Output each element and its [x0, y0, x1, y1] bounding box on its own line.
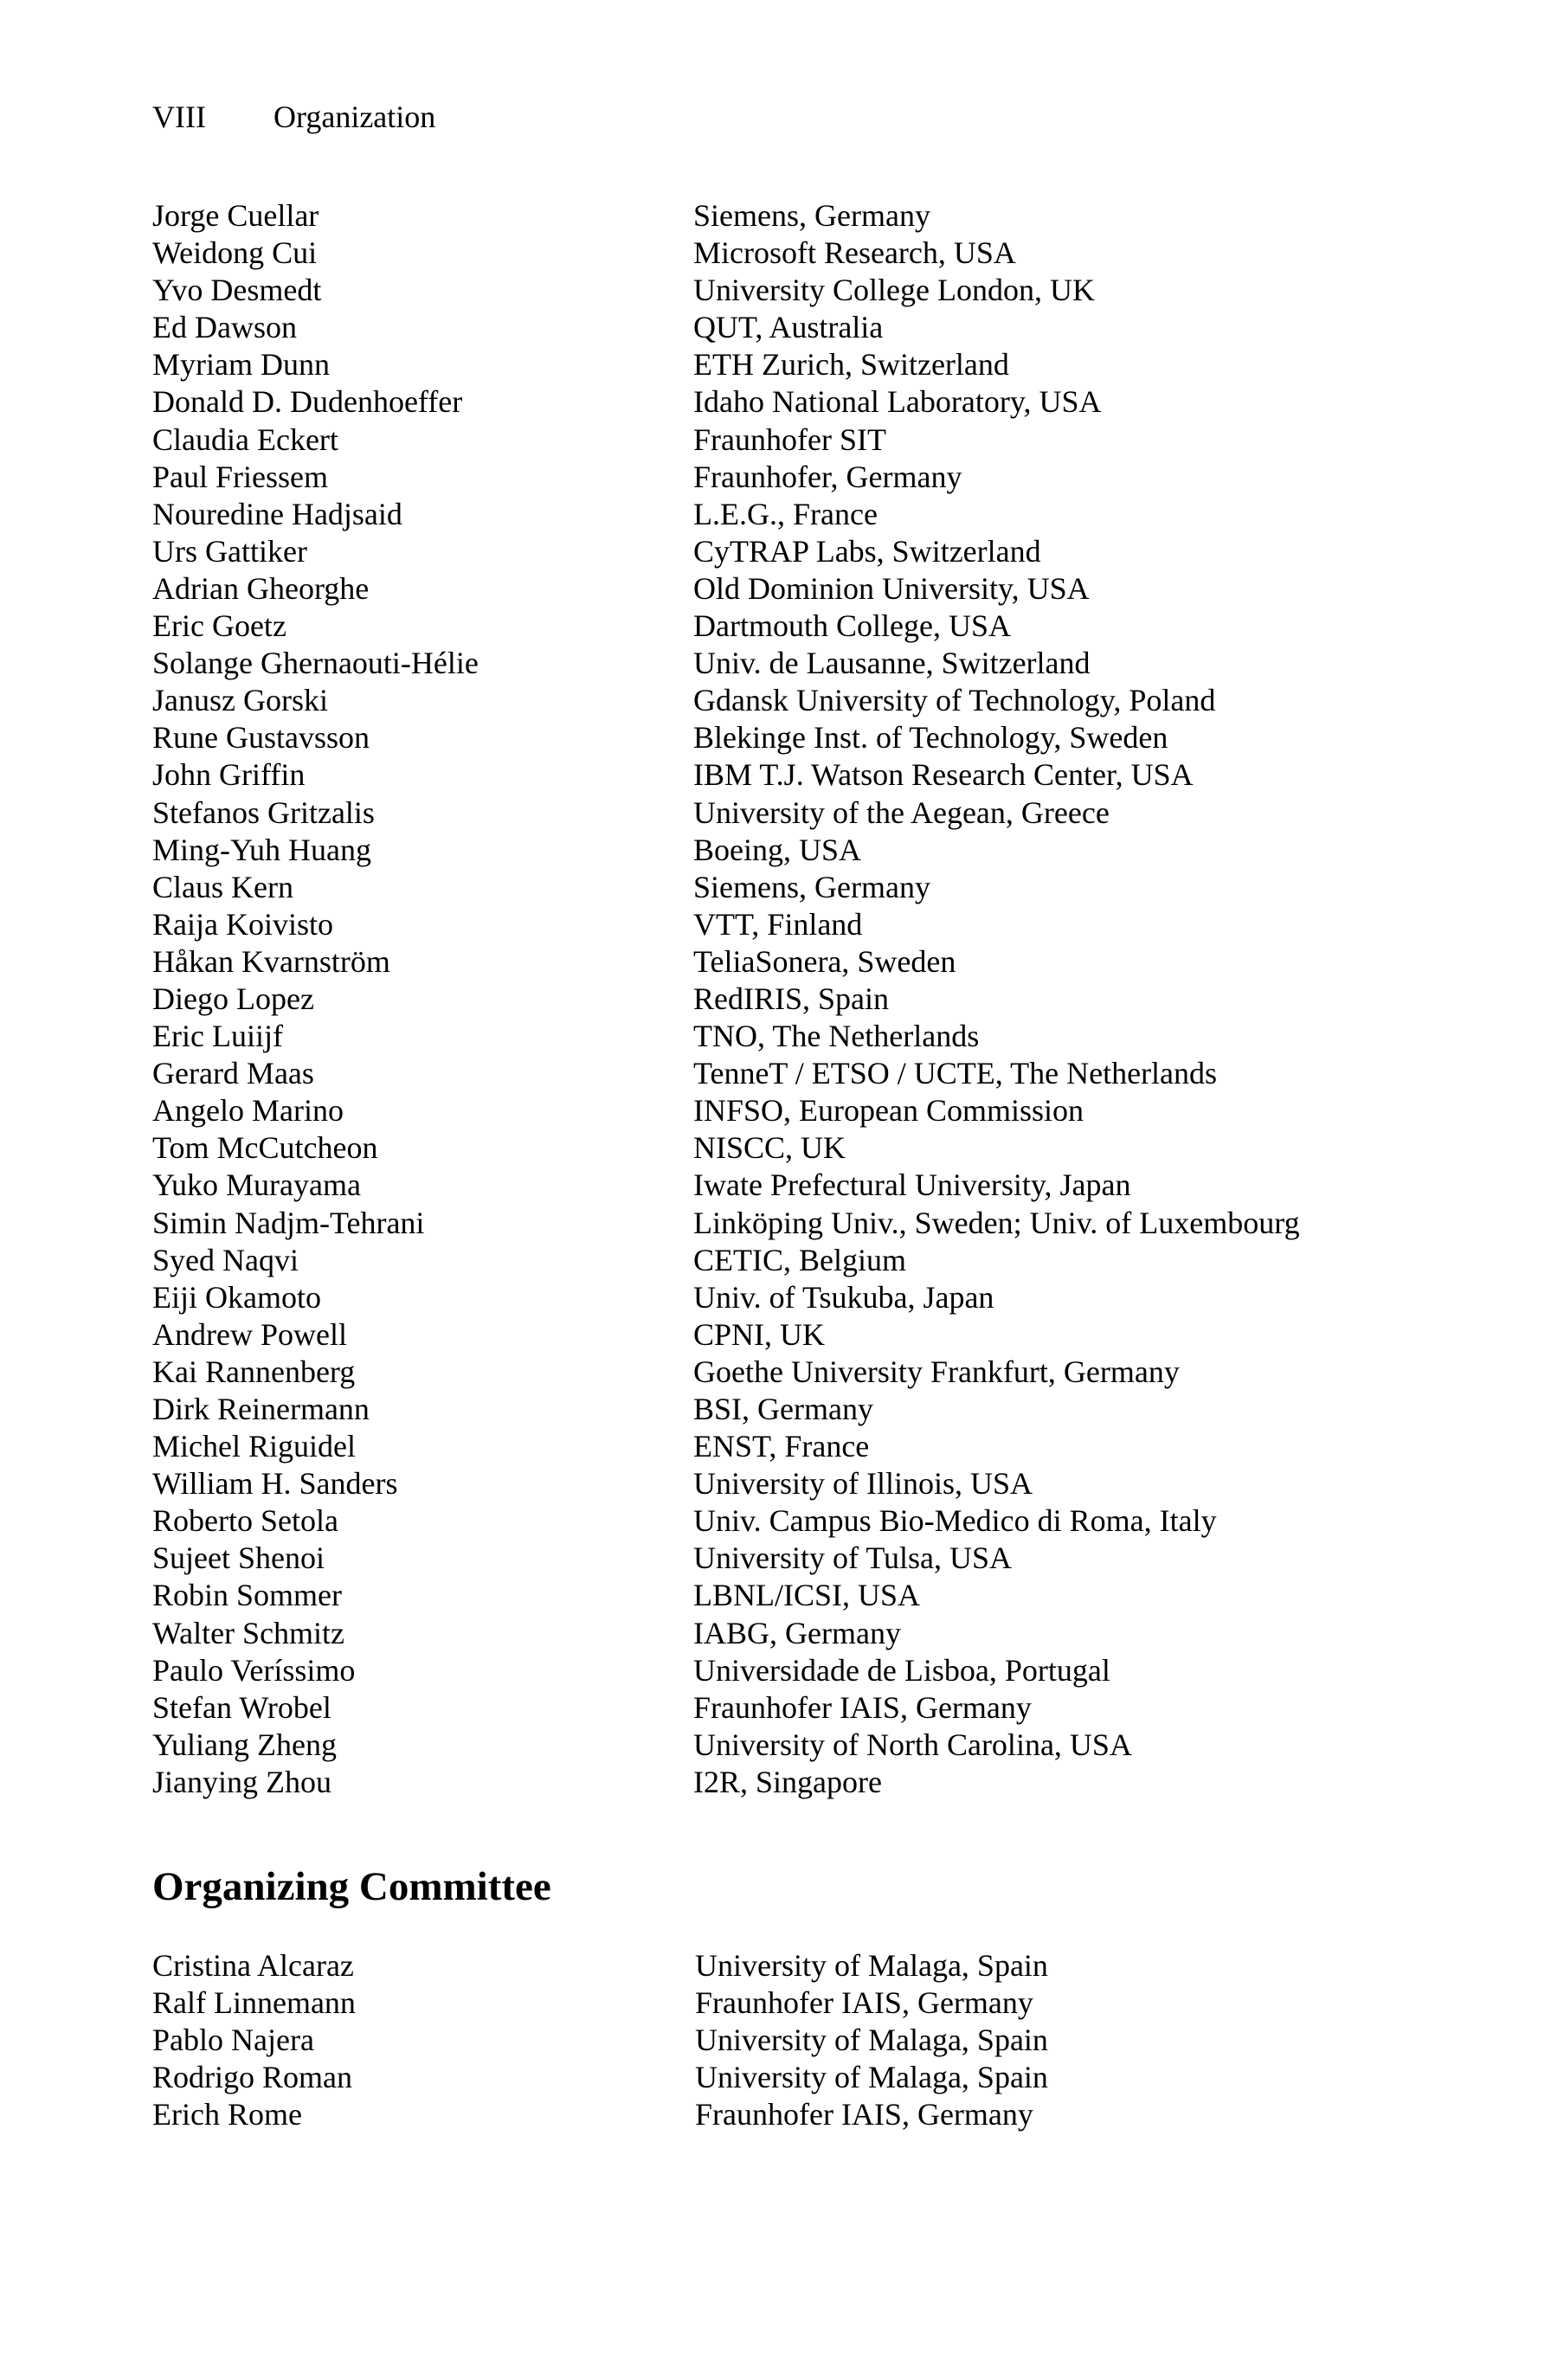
member-name: Angelo Marino — [152, 1093, 344, 1129]
member-row — [152, 756, 1407, 794]
member-row — [152, 570, 1407, 608]
member-name: Nouredine Hadjsaid — [152, 496, 402, 531]
member-name: Urs Gattiker — [152, 533, 307, 569]
member-affiliation: Siemens, Germany — [693, 869, 930, 904]
member-row — [152, 645, 1407, 682]
member-row — [152, 682, 1407, 719]
member-name: Ming-Yuh Huang — [152, 832, 371, 867]
member-name: Rune Gustavsson — [152, 720, 370, 756]
member-name: Jorge Cuellar — [152, 198, 319, 233]
member-name: Rodrigo Roman — [152, 2060, 352, 2095]
member-name: Walter Schmitz — [152, 1615, 345, 1650]
member-name: Andrew Powell — [152, 1316, 347, 1352]
member-name: Cristina Alcaraz — [152, 1948, 354, 1983]
member-affiliation: Siemens, Germany — [693, 198, 930, 233]
member-row — [152, 1577, 1407, 1614]
member-name: Håkan Kvarnström — [152, 943, 390, 979]
member-affiliation: Univ. of Tsukuba, Japan — [693, 1279, 994, 1315]
member-row — [152, 1540, 1407, 1577]
member-row — [152, 1205, 1407, 1242]
member-affiliation: Fraunhofer IAIS, Germany — [695, 2097, 1033, 2132]
member-affiliation: ENST, France — [693, 1429, 870, 1464]
member-name: Jianying Zhou — [152, 1764, 331, 1799]
member-row — [152, 943, 1407, 981]
member-row — [152, 1615, 1407, 1652]
member-name: Roberto Setola — [152, 1503, 338, 1539]
member-affiliation: Old Dominion University, USA — [693, 570, 1090, 606]
member-affiliation: Fraunhofer, Germany — [693, 459, 962, 494]
member-name: Paulo Veríssimo — [152, 1652, 356, 1688]
member-affiliation: CyTRAP Labs, Switzerland — [693, 533, 1041, 569]
member-name: John Griffin — [152, 757, 306, 793]
member-row — [152, 1391, 1407, 1428]
member-row — [152, 1764, 1407, 1801]
member-affiliation: TenneT / ETSO / UCTE, The Netherlands — [693, 1056, 1218, 1091]
member-name: Syed Naqvi — [152, 1242, 299, 1277]
member-affiliation: IABG, Germany — [693, 1615, 901, 1650]
member-row — [152, 272, 1407, 309]
member-name: Yvo Desmedt — [152, 273, 322, 308]
member-affiliation: Fraunhofer IAIS, Germany — [693, 1689, 1032, 1725]
member-row — [152, 235, 1407, 272]
member-name: Eiji Okamoto — [152, 1279, 321, 1315]
member-affiliation: Microsoft Research, USA — [693, 235, 1016, 271]
member-name: Stefanos Gritzalis — [152, 794, 375, 830]
member-affiliation: Fraunhofer IAIS, Germany — [695, 1985, 1033, 2021]
member-row — [152, 496, 1407, 533]
member-row — [152, 1465, 1407, 1502]
member-name: William H. Sanders — [152, 1466, 398, 1502]
member-name: Solange Ghernaouti-Hélie — [152, 646, 479, 681]
member-name: Eric Goetz — [152, 608, 286, 644]
member-name: Stefan Wrobel — [152, 1689, 331, 1725]
member-row — [152, 1092, 1407, 1129]
member-affiliation: IBM T.J. Watson Research Center, USA — [693, 757, 1194, 793]
organizing-committee-title: Organizing Committee — [152, 1864, 551, 1909]
member-name: Simin Nadjm-Tehrani — [152, 1205, 425, 1240]
member-name: Claus Kern — [152, 869, 293, 904]
member-row — [152, 421, 1407, 459]
member-name: Tom McCutcheon — [152, 1130, 378, 1166]
member-row — [152, 832, 1407, 869]
member-row — [152, 1428, 1407, 1465]
member-affiliation: University College London, UK — [693, 273, 1095, 308]
member-row — [152, 608, 1407, 645]
member-name: Gerard Maas — [152, 1056, 314, 1091]
member-row — [152, 1652, 1407, 1689]
member-row — [152, 1279, 1407, 1316]
member-row — [152, 869, 1407, 906]
member-row — [152, 1055, 1407, 1092]
member-affiliation: Fraunhofer SIT — [693, 421, 886, 457]
member-name: Yuko Murayama — [152, 1167, 361, 1203]
member-affiliation: INFSO, European Commission — [693, 1093, 1084, 1129]
member-name: Diego Lopez — [152, 981, 314, 1016]
member-affiliation: CETIC, Belgium — [693, 1242, 906, 1277]
running-header — [152, 93, 435, 140]
member-row — [152, 906, 1407, 943]
member-row — [152, 1129, 1407, 1167]
member-name: Pablo Najera — [152, 2023, 314, 2058]
member-row — [152, 383, 1407, 421]
member-affiliation: Univ. de Lausanne, Switzerland — [693, 646, 1091, 681]
member-row — [152, 346, 1407, 383]
member-row — [152, 1167, 1407, 1204]
member-affiliation: I2R, Singapore — [693, 1764, 882, 1799]
program-committee-list — [152, 197, 1407, 1801]
member-affiliation: Gdansk University of Technology, Poland — [693, 683, 1216, 718]
page-number: VIII — [152, 100, 206, 134]
member-name: Donald D. Dudenhoeffer — [152, 384, 463, 420]
member-affiliation: VTT, Finland — [693, 906, 863, 942]
member-row — [152, 1018, 1407, 1055]
member-affiliation: TNO, The Netherlands — [693, 1019, 980, 1054]
member-name: Weidong Cui — [152, 235, 318, 271]
member-row — [152, 1984, 1407, 2022]
member-row — [152, 1354, 1407, 1391]
member-affiliation: University of the Aegean, Greece — [693, 794, 1110, 830]
member-affiliation: University of Tulsa, USA — [693, 1541, 1013, 1576]
member-row — [152, 1689, 1407, 1727]
member-affiliation: Univ. Campus Bio-Medico di Roma, Italy — [693, 1503, 1217, 1539]
member-affiliation: University of Malaga, Spain — [695, 2060, 1048, 2095]
member-row — [152, 459, 1407, 496]
member-name: Yuliang Zheng — [152, 1727, 337, 1762]
member-name: Dirk Reinermann — [152, 1392, 370, 1426]
running-title: Organization — [274, 100, 436, 134]
member-row — [152, 1316, 1407, 1354]
member-affiliation: Universidade de Lisboa, Portugal — [693, 1652, 1110, 1688]
member-row — [152, 197, 1407, 235]
member-row — [152, 981, 1407, 1018]
member-row — [152, 309, 1407, 346]
member-affiliation: NISCC, UK — [693, 1130, 846, 1166]
member-affiliation: University of Illinois, USA — [693, 1466, 1033, 1502]
member-row — [152, 1727, 1407, 1764]
member-affiliation: LBNL/ICSI, USA — [693, 1578, 921, 1613]
member-affiliation: RedIRIS, Spain — [693, 981, 890, 1016]
member-row — [152, 1947, 1407, 1984]
member-row — [152, 1502, 1407, 1540]
member-row — [152, 2059, 1407, 2096]
member-affiliation: ETH Zurich, Switzerland — [693, 347, 1009, 383]
member-affiliation: Idaho National Laboratory, USA — [693, 384, 1102, 420]
member-affiliation: TeliaSonera, Sweden — [693, 943, 956, 979]
member-affiliation: Goethe University Frankfurt, Germany — [693, 1354, 1180, 1389]
member-row — [152, 533, 1407, 570]
member-name: Ralf Linnemann — [152, 1985, 356, 2021]
member-affiliation: Blekinge Inst. of Technology, Sweden — [693, 720, 1168, 756]
member-affiliation: BSI, Germany — [693, 1392, 873, 1426]
member-name: Raija Koivisto — [152, 906, 333, 942]
member-name: Adrian Gheorghe — [152, 570, 370, 606]
member-name: Paul Friessem — [152, 459, 328, 494]
organizing-committee-list — [152, 1947, 1407, 2133]
member-name: Kai Rannenberg — [152, 1354, 356, 1389]
member-name: Erich Rome — [152, 2097, 302, 2132]
member-name: Ed Dawson — [152, 310, 297, 345]
member-affiliation: L.E.G., France — [693, 496, 878, 531]
member-affiliation: University of North Carolina, USA — [693, 1727, 1132, 1762]
member-affiliation: Iwate Prefectural University, Japan — [693, 1167, 1131, 1203]
member-row — [152, 1242, 1407, 1279]
member-name: Robin Sommer — [152, 1578, 343, 1613]
member-affiliation: Boeing, USA — [693, 832, 862, 867]
member-row — [152, 794, 1407, 832]
member-name: Michel Riguidel — [152, 1429, 356, 1464]
member-affiliation: University of Malaga, Spain — [695, 2023, 1048, 2058]
member-row — [152, 719, 1407, 756]
member-affiliation: Linköping Univ., Sweden; Univ. of Luxembourg — [693, 1205, 1300, 1240]
member-affiliation: Dartmouth College, USA — [693, 608, 1011, 644]
member-row — [152, 2022, 1407, 2059]
member-affiliation: QUT, Australia — [693, 310, 884, 345]
member-affiliation: CPNI, UK — [693, 1316, 826, 1352]
member-name: Sujeet Shenoi — [152, 1541, 325, 1576]
member-affiliation: University of Malaga, Spain — [695, 1948, 1048, 1983]
member-name: Janusz Gorski — [152, 683, 328, 718]
member-row — [152, 2096, 1407, 2133]
member-name: Eric Luiijf — [152, 1019, 283, 1054]
member-name: Myriam Dunn — [152, 347, 330, 383]
member-name: Claudia Eckert — [152, 421, 338, 457]
